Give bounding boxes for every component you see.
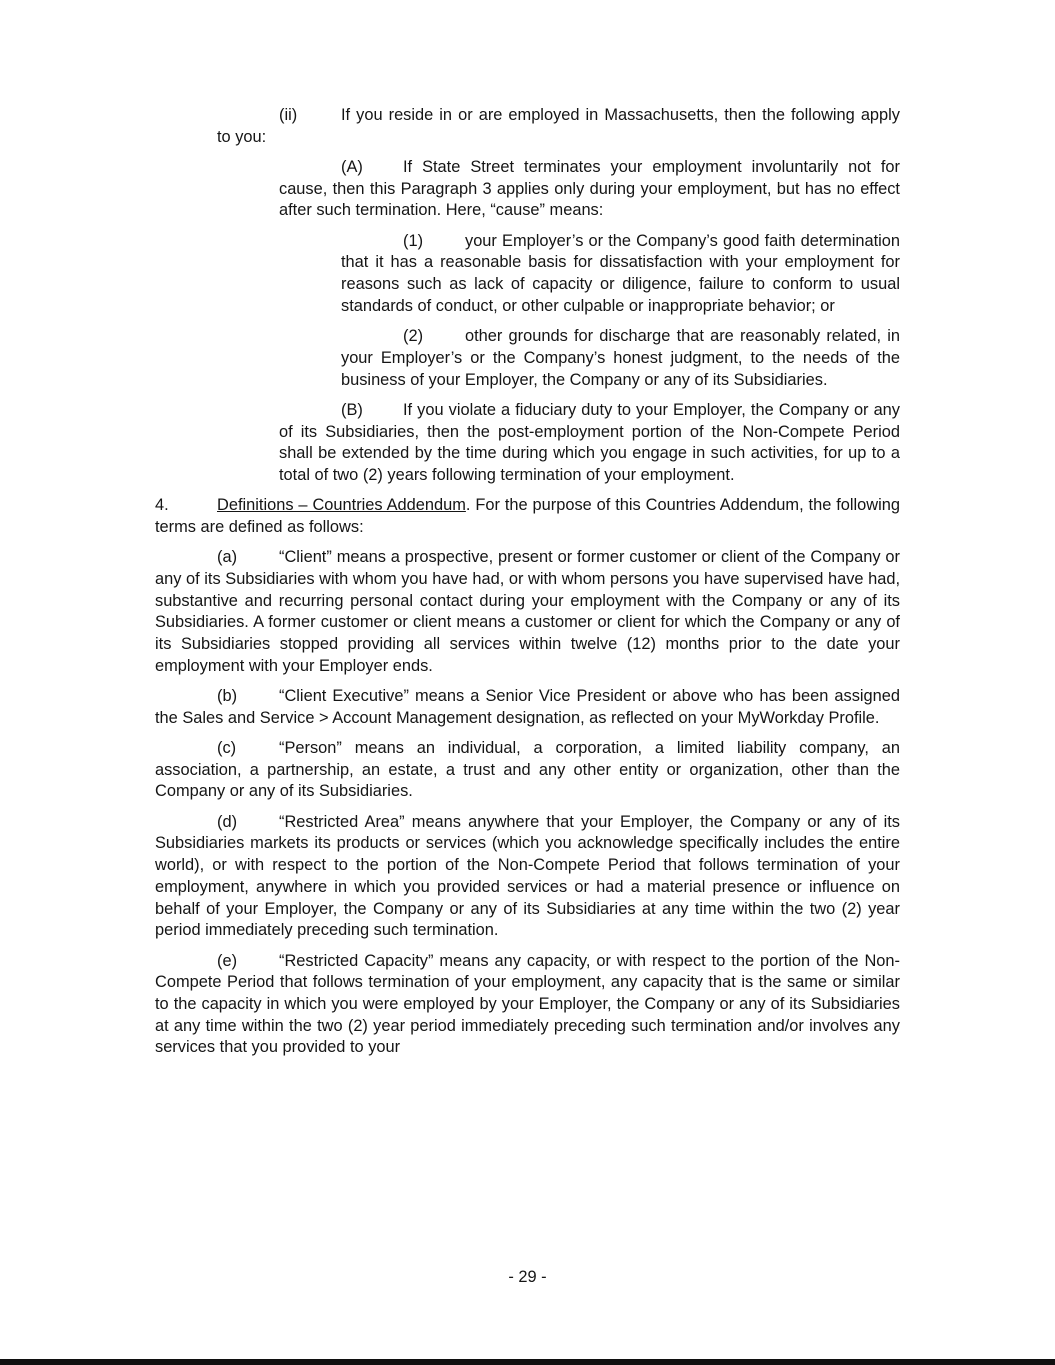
paragraph-b-text: “Client Executive” means a Senior Vice President or above who has been assigned the Sales and Service > Account Management designation, as reflected on your MyWorkday Profile. [155, 687, 900, 727]
paragraph-B-label: (B) [341, 400, 363, 419]
page-number: - 29 - [508, 1268, 547, 1286]
paragraph-d-text: “Restricted Area” means anywhere that your Employer, the Company or any of its Subsidiaries markets its products or services (which you acknowledge specifically includes the entire world), or with respect to the portion of the Non-Compete Period that follows termination of your employment, anywhere in which you provided services or had a material presence or influence on behalf of your Employer, the Company or any of its Subsidiaries at any time within the two (2) year period immediately preceding such termination. [155, 812, 900, 940]
paragraph-a-label: (a) [217, 548, 238, 567]
paragraph-B [279, 400, 900, 487]
paragraph-a [155, 547, 900, 677]
paragraph-2-label: (2) [403, 327, 424, 346]
paragraph-c-label: (c) [217, 739, 237, 758]
paragraph-ii-text: If you reside in or are employed in Massachusetts, then the following apply to you: [217, 106, 900, 146]
bottom-edge-bar [0, 1359, 1055, 1365]
paragraph-b-label: (b) [217, 687, 238, 706]
paragraph-4-label: 4. [155, 496, 169, 515]
paragraph-1 [341, 231, 900, 318]
paragraph-4 [155, 495, 900, 538]
paragraph-1-label: (1) [403, 231, 424, 250]
paragraph-d-label: (d) [217, 812, 238, 831]
paragraph-ii-label: (ii) [279, 106, 298, 124]
paragraph-A-label: (A) [341, 158, 363, 176]
paragraph-c [155, 738, 900, 803]
paragraph-2 [341, 326, 900, 391]
paragraph-b [155, 686, 900, 729]
paragraph-1-text: your Employer’s or the Company’s good faith determination that it has a reasonable basis for dissatisfaction with your employment for reasons such as lack of capacity or diligence, failure to conform to usual standards of conduct, or other culpable or inappropriate behavior; or [341, 231, 900, 315]
paragraph-e-label: (e) [217, 951, 238, 970]
paragraph-e [155, 951, 900, 1060]
paragraph-4-heading: Definitions – Countries Addendum [217, 496, 466, 515]
paragraph-A [279, 157, 900, 222]
paragraph-4-text: . For the purpose of this Countries Addendum, the following terms are defined as follows: [155, 496, 901, 536]
paragraph-c-text: “Person” means an individual, a corporation, a limited liability company, an association, a partnership, an estate, a trust and any other entity or organization, other than the Company or any of its Subsidiaries. [155, 739, 900, 801]
paragraph-a-text: “Client” means a prospective, present or former customer or client of the Company or any of its Subsidiaries with whom you have had, or with whom persons you have supervised have had, substantive and recurring personal contact during your employment with the Company or any of its Subsidiaries. A former customer or client means a customer or client for which the Company or any of its Subsidiaries stopped providing all services within twelve (12) months prior to the date your employment with your Employer ends. [155, 548, 900, 675]
paragraph-B-text: If you violate a fiduciary duty to your Employer, the Company or any of its Subsidiaries, then the post-employment portion of the Non-Compete Period shall be extended by the time during which you engage in such activities, for up to a total of two (2) years following termination of your employment. [279, 400, 900, 484]
paragraph-e-text: “Restricted Capacity” means any capacity, or with respect to the portion of the Non-Compete Period that follows termination of your employment, any capacity that is the same or similar to the capacity in which you were employed by your Employer, the Company or any of its Subsidiaries at any time within the two (2) year period immediately preceding such termination and/or involves any services that you provided to your [155, 951, 900, 1057]
paragraph-d [155, 812, 900, 942]
paragraph-ii [217, 105, 900, 148]
paragraph-A-text: If State Street terminates your employment involuntarily not for cause, then this Paragraph 3 applies only during your employment, but has no effect after such termination. Here, “cause” means: [279, 158, 900, 220]
paragraph-2-text: other grounds for discharge that are reasonably related, in your Employer’s or the Company’s honest judgment, to the needs of the business of your Employer, the Company or any of its Subsidiaries. [341, 327, 900, 389]
